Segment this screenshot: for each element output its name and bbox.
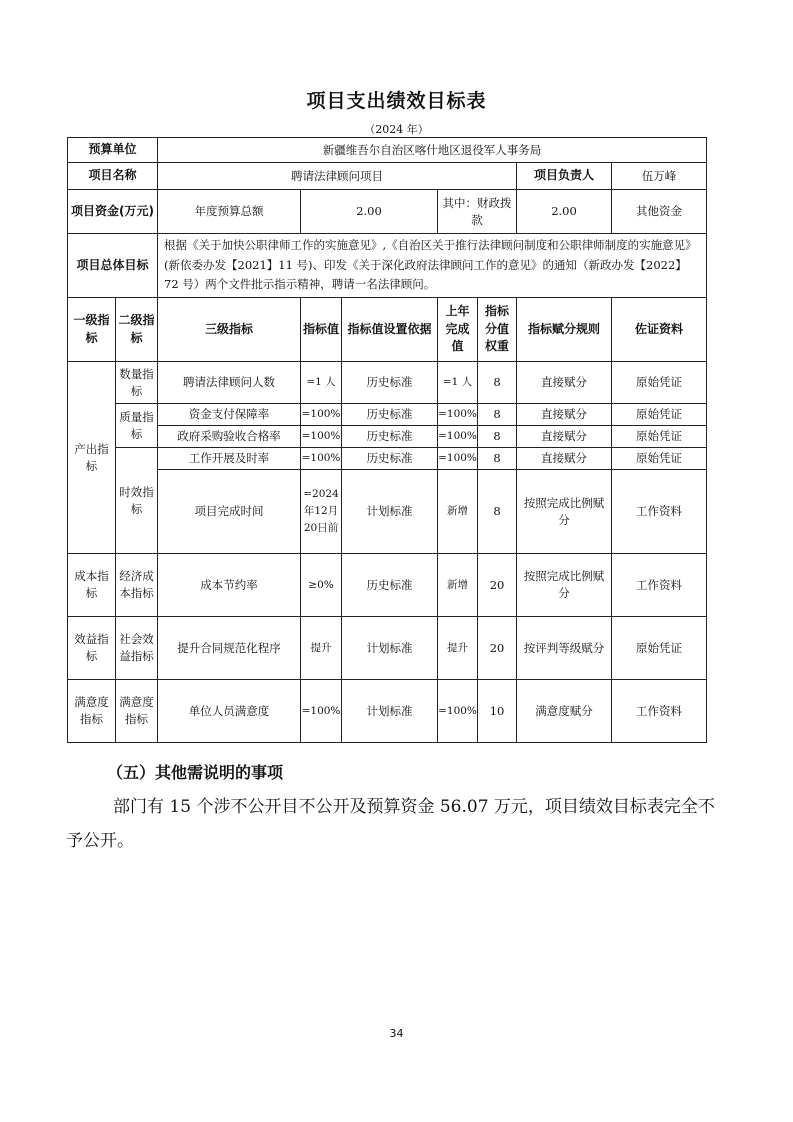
other-funds-label: 其他资金: [612, 190, 707, 234]
row-last-year: =100%: [438, 404, 478, 426]
row-basis: 计划标准: [342, 470, 438, 554]
row-last-year: =100%: [438, 426, 478, 448]
row-rule: 直接赋分: [517, 448, 612, 470]
table-row: [68, 404, 707, 426]
row-value: =100%: [301, 680, 342, 743]
body-paragraph: 部门有 15 个涉不公开目不公开及预算资金 56.07 万元，项目绩效目标表完全不予公开。: [66, 797, 715, 851]
annual-budget-value: 2.00: [301, 190, 438, 234]
year-label: （2024 年）: [364, 123, 429, 136]
row-basis: 历史标准: [342, 426, 438, 448]
col-level3: 三级指标: [158, 298, 301, 362]
table-row: [68, 617, 707, 680]
col-last-year: 上年完成值: [438, 298, 478, 362]
level2-economic-cost: 经济成本指标: [116, 554, 158, 617]
row-last-year: =100%: [438, 448, 478, 470]
row-rule: 按照完成比例赋分: [517, 554, 612, 617]
row-indicator: 成本节约率: [158, 554, 301, 617]
section-heading: （五）其他需说明的事项: [107, 763, 284, 782]
budget-unit-value: 新疆维吾尔自治区喀什地区退役军人事务局: [158, 138, 707, 163]
col-evidence: 佐证资料: [612, 298, 707, 362]
annual-budget-label: 年度预算总额: [158, 190, 301, 234]
row-evidence: 工作资料: [612, 680, 707, 743]
level1-satisfaction: 满意度指标: [68, 680, 116, 743]
row-indicator: 工作开展及时率: [158, 448, 301, 470]
budget-unit-label: 预算单位: [68, 138, 158, 163]
project-funds-row: [68, 190, 707, 234]
row-rule: 直接赋分: [517, 426, 612, 448]
level2-quality: 质量指标: [116, 404, 158, 448]
row-value: =100%: [301, 426, 342, 448]
row-value: =100%: [301, 404, 342, 426]
row-indicator: 项目完成时间: [158, 470, 301, 554]
row-weight: 8: [478, 426, 517, 448]
row-weight: 8: [478, 470, 517, 554]
col-value: 指标值: [301, 298, 342, 362]
row-indicator: 资金支付保障率: [158, 404, 301, 426]
overall-goal-row: [68, 234, 707, 298]
project-name-row: [68, 163, 707, 190]
row-indicator: 聘请法律顾问人数: [158, 362, 301, 404]
row-indicator: 政府采购验收合格率: [158, 426, 301, 448]
row-evidence: 原始凭证: [612, 426, 707, 448]
level2-timeliness: 时效指标: [116, 448, 158, 554]
table-row: [68, 554, 707, 617]
row-evidence: 原始凭证: [612, 362, 707, 404]
row-rule: 按照完成比例赋分: [517, 470, 612, 554]
row-value: =100%: [301, 448, 342, 470]
project-name-label: 项目名称: [68, 163, 158, 190]
project-leader-value: 伍万峰: [612, 163, 707, 190]
row-rule: 满意度赋分: [517, 680, 612, 743]
overall-goal-text: 根据《关于加快公职律师工作的实施意见》,《自治区关于推行法律顾问制度和公职律师制度的实施意见》(新依委办发【2021】11 号)、印发《关于深化政府法律顾问工作的意见》的通知（新政办发【2022】72 号）两个文件批示指示精神，聘请一名法律顾问。: [158, 234, 707, 298]
performance-goal-table: [67, 137, 707, 743]
col-rule: 指标赋分规则: [517, 298, 612, 362]
project-leader-label: 项目负责人: [517, 163, 612, 190]
col-basis: 指标值设置依据: [342, 298, 438, 362]
level1-cost: 成本指标: [68, 554, 116, 617]
row-weight: 8: [478, 448, 517, 470]
table-row: [68, 362, 707, 404]
row-weight: 10: [478, 680, 517, 743]
row-evidence: 工作资料: [612, 554, 707, 617]
row-basis: 历史标准: [342, 554, 438, 617]
project-funds-label: 项目资金(万元): [68, 190, 158, 234]
level2-social-benefit: 社会效益指标: [116, 617, 158, 680]
row-value: =2024年12月20日前: [301, 470, 342, 554]
row-value: =1 人: [301, 362, 342, 404]
fiscal-allocation-value: 2.00: [517, 190, 612, 234]
row-last-year: 新增: [438, 470, 478, 554]
table-row: [68, 426, 707, 448]
row-basis: 历史标准: [342, 404, 438, 426]
page-title: 项目支出绩效目标表: [306, 90, 487, 112]
level2-quantity: 数量指标: [116, 362, 158, 404]
col-level1: 一级指标: [68, 298, 116, 362]
row-rule: 直接赋分: [517, 404, 612, 426]
table-row: [68, 470, 707, 554]
col-weight: 指标分值权重: [478, 298, 517, 362]
row-rule: 按评判等级赋分: [517, 617, 612, 680]
budget-unit-row: [68, 138, 707, 163]
level1-output: 产出指标: [68, 362, 116, 554]
row-weight: 8: [478, 404, 517, 426]
page-number: 34: [389, 1027, 404, 1040]
project-name-value: 聘请法律顾问项目: [158, 163, 517, 190]
row-weight: 20: [478, 554, 517, 617]
row-evidence: 原始凭证: [612, 404, 707, 426]
header-row: [68, 298, 707, 362]
level2-satisfaction: 满意度指标: [116, 680, 158, 743]
row-indicator: 提升合同规范化程序: [158, 617, 301, 680]
table-row: [68, 448, 707, 470]
row-value: 提升: [301, 617, 342, 680]
row-evidence: 原始凭证: [612, 448, 707, 470]
table-row: [68, 680, 707, 743]
fiscal-allocation-label: 其中：财政拨款: [438, 190, 517, 234]
row-basis: 历史标准: [342, 448, 438, 470]
row-rule: 直接赋分: [517, 362, 612, 404]
row-weight: 8: [478, 362, 517, 404]
row-last-year: =100%: [438, 680, 478, 743]
row-basis: 计划标准: [342, 680, 438, 743]
row-evidence: 原始凭证: [612, 617, 707, 680]
row-last-year: 提升: [438, 617, 478, 680]
row-basis: 历史标准: [342, 362, 438, 404]
col-level2: 二级指标: [116, 298, 158, 362]
row-value: ≥0%: [301, 554, 342, 617]
row-weight: 20: [478, 617, 517, 680]
row-evidence: 工作资料: [612, 470, 707, 554]
row-basis: 计划标准: [342, 617, 438, 680]
level1-benefit: 效益指标: [68, 617, 116, 680]
overall-goal-label: 项目总体目标: [68, 234, 158, 298]
row-last-year: =1 人: [438, 362, 478, 404]
row-last-year: 新增: [438, 554, 478, 617]
row-indicator: 单位人员满意度: [158, 680, 301, 743]
